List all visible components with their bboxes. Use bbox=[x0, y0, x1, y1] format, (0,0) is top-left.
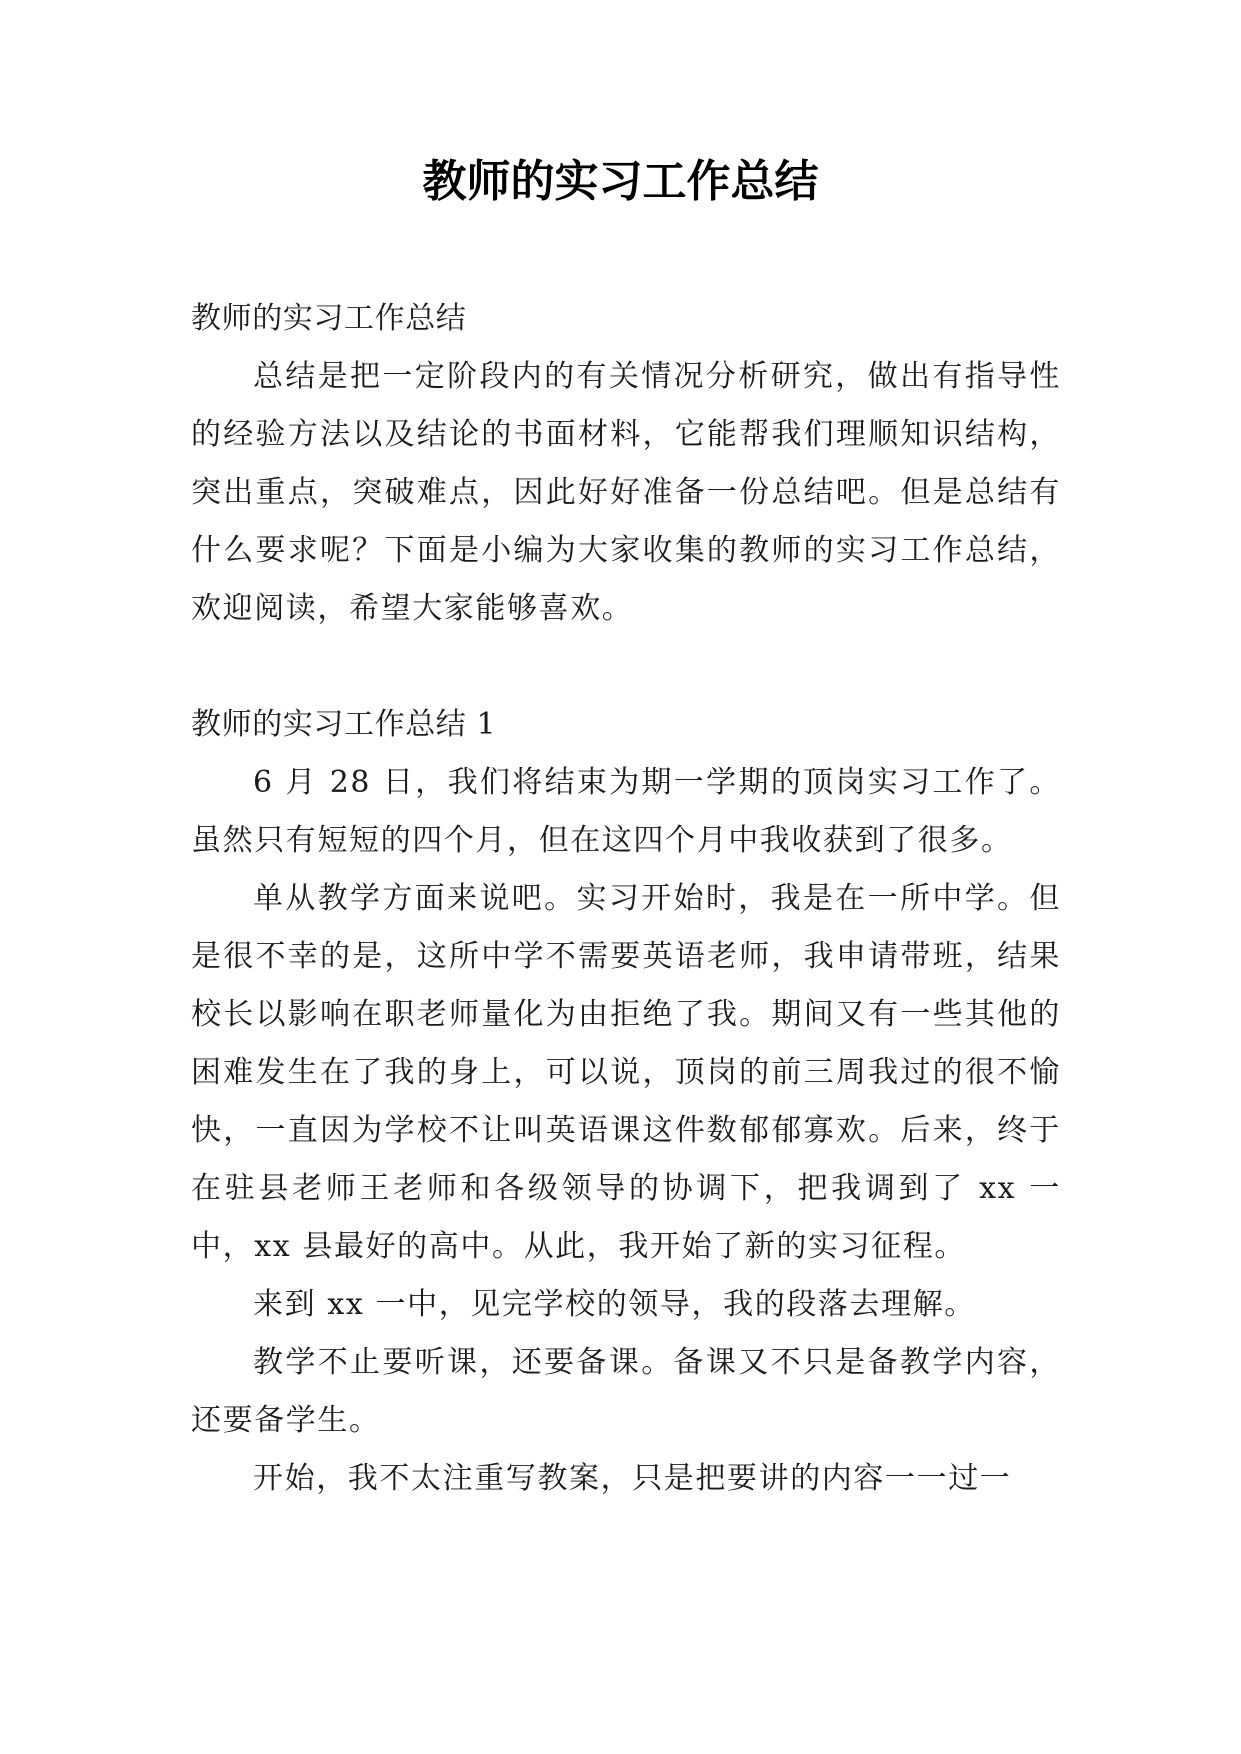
intro-paragraph: 总结是把一定阶段内的有关情况分析研究，做出有指导性的经验方法以及结论的书面材料，它能帮我们理顺知识结构，突出重点，突破难点，因此好好准备一份总结吧。但是总结有什么要求呢？下面是小编为大家收集的教师的实习工作总结，欢迎阅读，希望大家能够喜欢。 bbox=[191, 359, 1061, 626]
document-body bbox=[191, 290, 1061, 1508]
section-spacer bbox=[191, 638, 1061, 696]
body-paragraph: 6 月 28 日，我们将结束为期一学期的顶岗实习工作了。虽然只有短短的四个月，但在这四个月中我收获到了很多。 bbox=[191, 765, 1061, 858]
body-paragraph: 教学不止要听课，还要备课。备课又不只是备教学内容，还要备学生。 bbox=[191, 1345, 1061, 1438]
body-paragraph: 开始，我不太注重写教案，只是把要讲的内容一一过一 bbox=[253, 1461, 1012, 1496]
section-heading: 教师的实习工作总结 1 bbox=[191, 707, 497, 742]
body-paragraph: 单从教学方面来说吧。实习开始时，我是在一所中学。但是很不幸的是，这所中学不需要英语老师，我申请带班，结果校长以影响在职老师量化为由拒绝了我。期间又有一些其他的困难发生在了我的身上，可以说，顶岗的前三周我过的很不愉快，一直因为学校不让叫英语课这件数郁郁寡欢。后来，终于在驻县老师王老师和各级领导的协调下，把我调到了 xx 一中，xx 县最好的高中。从此，我开始了新的实习征程。 bbox=[191, 881, 1061, 1264]
document-title: 教师的实习工作总结 bbox=[422, 156, 819, 207]
intro-heading: 教师的实习工作总结 bbox=[191, 301, 467, 336]
body-paragraph: 来到 xx 一中，见完学校的领导，我的段落去理解。 bbox=[253, 1287, 976, 1322]
